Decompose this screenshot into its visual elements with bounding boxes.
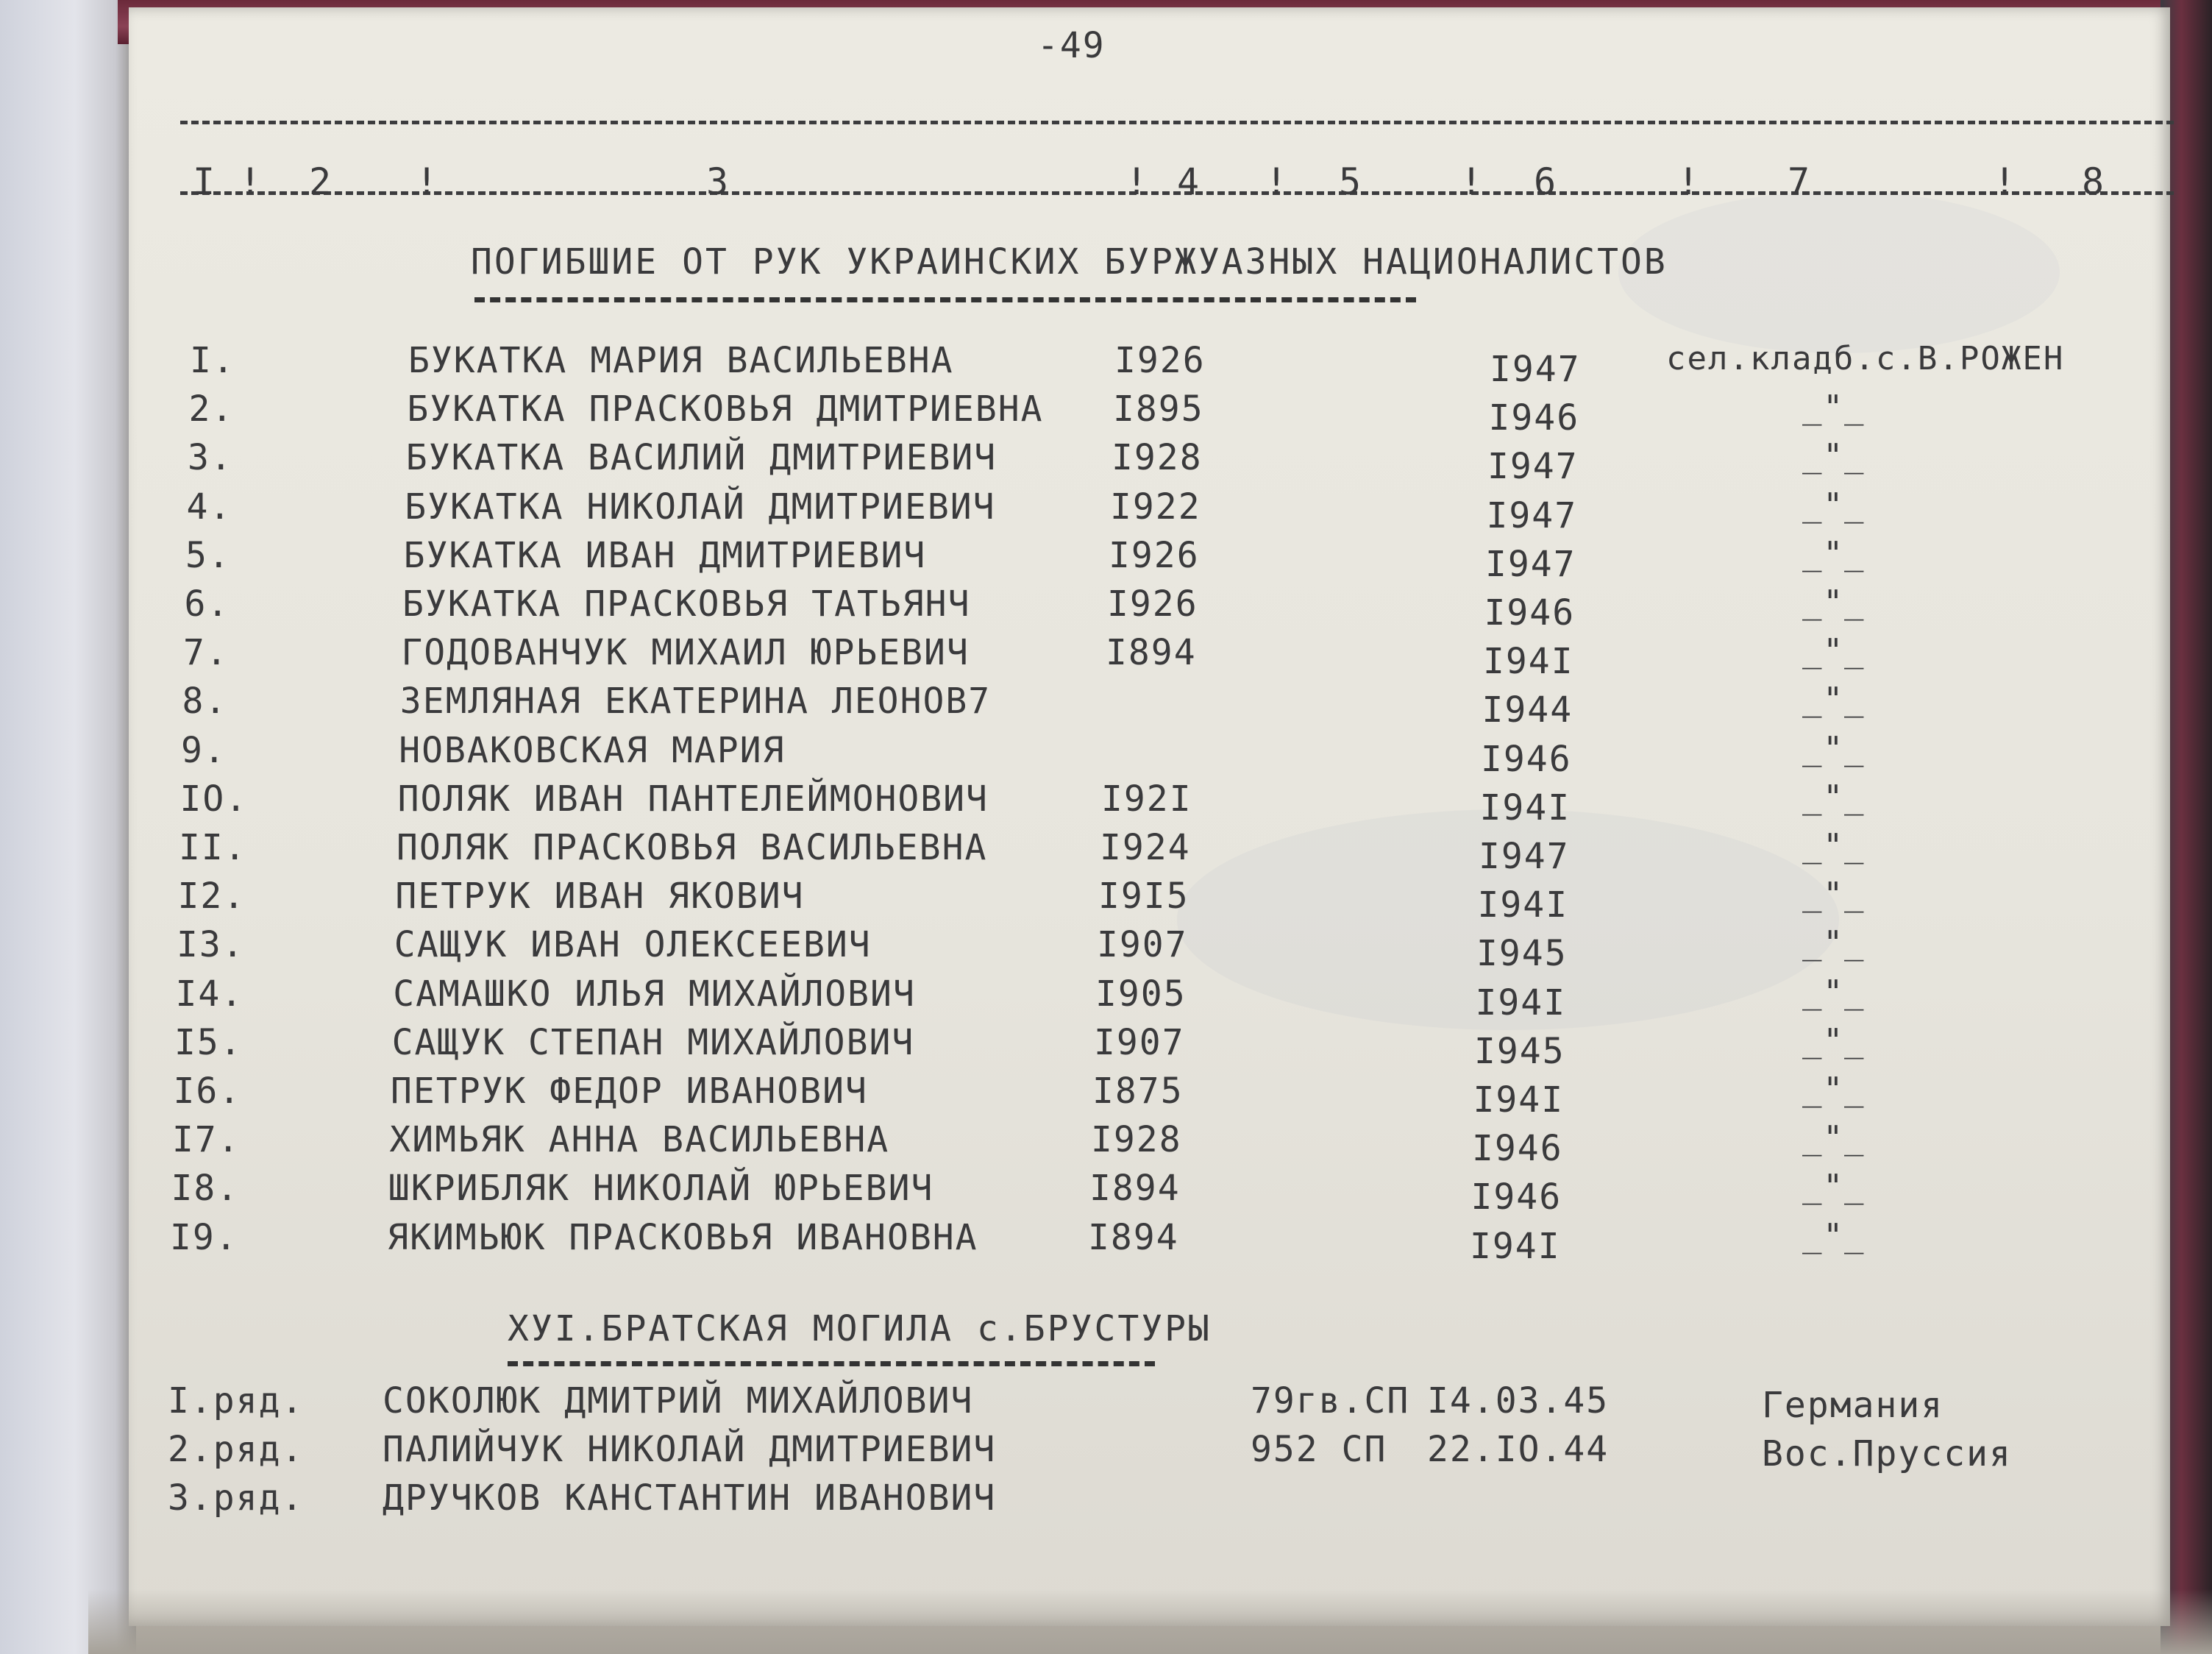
row-number: I. (190, 340, 235, 381)
death-year: I94I (1479, 787, 1571, 828)
death-year: I94I (1477, 884, 1569, 926)
death-year: I946 (1472, 1128, 1563, 1169)
birth-year: I928 (1112, 437, 1203, 478)
row-number: 3. (188, 437, 233, 478)
row-number: 2. (188, 388, 235, 430)
row-number: 6. (184, 583, 230, 625)
heading-underline (508, 1361, 1155, 1366)
column-separator: ! (1460, 160, 1484, 203)
column-separator: ! (1994, 160, 2018, 203)
burial-place: _"_ (1802, 681, 1866, 718)
burial-place: _"_ (1802, 632, 1866, 670)
burial-place: _"_ (1802, 535, 1866, 572)
person-name: БУКАТКА НИКОЛАЙ ДМИТРИЕВИЧ (405, 486, 996, 528)
military-unit: 952 СП (1251, 1429, 1387, 1470)
person-name: САЩУК СТЕПАН МИХАЙЛОВИЧ (391, 1022, 915, 1063)
burial-place: _"_ (1802, 486, 1866, 524)
birth-year: I895 (1113, 388, 1204, 430)
burial-place: _"_ (1802, 973, 1866, 1011)
birth-year: I928 (1091, 1119, 1182, 1160)
column-number-5: 5 (1339, 160, 1363, 203)
row-number: II. (179, 827, 247, 868)
column-separator: ! (1265, 160, 1290, 203)
person-name: ГОДОВАНЧУК МИХАИЛ ЮРЬЕВИЧ (401, 632, 970, 673)
burial-place: _"_ (1802, 1022, 1866, 1060)
burial-place: _"_ (1802, 827, 1866, 865)
column-separator: ! (1125, 160, 1150, 203)
column-number-3: 3 (706, 160, 730, 203)
grave-row-label: 2.ряд. (168, 1429, 305, 1470)
birth-year: I894 (1089, 1168, 1181, 1209)
column-number-8: 8 (2082, 160, 2106, 203)
row-number: I8. (171, 1168, 240, 1209)
death-year: I947 (1486, 495, 1578, 536)
burial-place: _"_ (1802, 388, 1866, 426)
birth-year: I926 (1114, 340, 1206, 381)
burial-place: _"_ (1802, 924, 1866, 962)
header-rule-top (180, 121, 2174, 124)
military-unit: 79гв.СП (1251, 1380, 1410, 1421)
person-name: ПОЛЯК ПРАСКОВЬЯ ВАСИЛЬЕВНА (396, 827, 988, 868)
birth-year: I92I (1101, 778, 1192, 820)
row-number: I7. (172, 1119, 241, 1160)
row-number: 7. (183, 632, 229, 673)
burial-place: _"_ (1802, 730, 1866, 767)
death-year: I946 (1484, 592, 1576, 633)
birth-year: I926 (1109, 535, 1200, 576)
column-number-7: 7 (1788, 160, 1812, 203)
birth-year: I922 (1110, 486, 1201, 528)
row-number: 5. (185, 535, 231, 576)
grave-row-label: 3.ряд. (168, 1477, 305, 1519)
person-name: ХИМЬЯК АННА ВАСИЛЬЕВНА (389, 1119, 890, 1160)
birth-year: I907 (1094, 1022, 1185, 1063)
death-year: I947 (1479, 836, 1570, 877)
birth-year: I894 (1106, 632, 1197, 673)
person-name: БУКАТКА МАРИЯ ВАСИЛЬЕВНА (408, 340, 954, 381)
column-separator: ! (1677, 160, 1701, 203)
death-year: I94I (1483, 641, 1574, 682)
birth-year: I924 (1100, 827, 1191, 868)
row-number: I3. (177, 924, 245, 965)
bleed-through-smudge (1618, 191, 2060, 353)
heading-underline (474, 297, 1416, 302)
person-name: ПЕТРУК ИВАН ЯКОВИЧ (395, 876, 805, 917)
person-name: ПОЛЯК ИВАН ПАНТЕЛЕЙМОНОВИЧ (397, 778, 989, 820)
person-name: СОКОЛЮК ДМИТРИЙ МИХАЙЛОВИЧ (383, 1380, 974, 1421)
burial-place: _"_ (1802, 1119, 1866, 1157)
column-separator: ! (416, 160, 440, 203)
death-year: I94I (1470, 1226, 1561, 1267)
death-year: I94I (1473, 1079, 1565, 1121)
row-number: I5. (174, 1022, 243, 1063)
death-year: I945 (1476, 933, 1568, 974)
row-number: I9. (170, 1217, 238, 1258)
death-year: I944 (1482, 689, 1573, 731)
row-number: I2. (177, 876, 246, 917)
column-number-6: 6 (1534, 160, 1558, 203)
page-number: -49 (1037, 25, 1106, 66)
row-number: 9. (181, 730, 227, 771)
burial-place: _"_ (1802, 1217, 1866, 1254)
row-number: I4. (175, 973, 244, 1015)
person-name: ЯКИМЬЮК ПРАСКОВЬЯ ИВАНОВНА (387, 1217, 978, 1258)
birth-year: I905 (1095, 973, 1187, 1015)
section-heading-victims: ПОГИБШИЕ ОТ РУК УКРАИНСКИХ БУРЖУАЗНЫХ НАЦИОНАЛИСТОВ (471, 241, 1668, 283)
person-name: НОВАКОВСКАЯ МАРИЯ (399, 730, 786, 771)
death-year: I945 (1474, 1031, 1565, 1072)
burial-place: _"_ (1802, 583, 1866, 621)
person-name: САЩУК ИВАН ОЛЕКСЕЕВИЧ (394, 924, 872, 965)
death-year: I94I (1475, 982, 1567, 1023)
grave-row-label: I.ряд. (168, 1380, 305, 1421)
person-name: ДРУЧКОВ КАНСТАНТИН ИВАНОВИЧ (383, 1477, 997, 1519)
death-year: I947 (1490, 349, 1581, 390)
burial-place: _"_ (1802, 876, 1866, 913)
death-year: I947 (1487, 446, 1579, 487)
birth-year: I894 (1088, 1217, 1179, 1258)
person-name: ПАЛИЙЧУК НИКОЛАЙ ДМИТРИЕВИЧ (383, 1429, 997, 1470)
person-name: САМАШКО ИЛЬЯ МИХАЙЛОВИЧ (393, 973, 916, 1015)
person-name: ПЕТРУК ФЕДОР ИВАНОВИЧ (391, 1071, 868, 1112)
person-name: БУКАТКА ИВАН ДМИТРИЕВИЧ (403, 535, 927, 576)
burial-place: _"_ (1802, 437, 1866, 475)
section-heading-mass-grave: ХУI.БРАТСКАЯ МОГИЛА с.БРУСТУРЫ (508, 1308, 1212, 1349)
death-date: 22.IO.44 (1427, 1429, 1610, 1470)
death-place: Германия (1762, 1385, 1944, 1426)
row-number: 4. (186, 486, 232, 528)
death-year: I946 (1481, 739, 1572, 780)
burial-place: _"_ (1802, 778, 1866, 816)
birth-year: I875 (1092, 1071, 1184, 1112)
death-date: I4.03.45 (1427, 1380, 1610, 1421)
birth-year: I9I5 (1098, 876, 1189, 917)
column-separator: ! (239, 160, 263, 203)
burial-place: сел.кладб.с.В.РОЖЕН (1666, 340, 2065, 377)
column-number-4: 4 (1177, 160, 1201, 203)
death-year: I946 (1470, 1176, 1562, 1218)
death-year: I946 (1488, 397, 1580, 439)
death-place: Вос.Пруссия (1762, 1433, 2012, 1474)
death-year: I947 (1485, 544, 1576, 585)
row-number: IO. (179, 778, 249, 820)
birth-year: I926 (1107, 583, 1198, 625)
person-name: БУКАТКА ПРАСКОВЬЯ ТАТЬЯНЧ (402, 583, 971, 625)
column-number-2: 2 (309, 160, 333, 203)
row-number: 8. (182, 681, 228, 722)
burial-place: _"_ (1802, 1071, 1866, 1108)
burial-place: _"_ (1802, 1168, 1866, 1205)
person-name: БУКАТКА ВАСИЛИЙ ДМИТРИЕВИЧ (405, 437, 997, 478)
person-name: БУКАТКА ПРАСКОВЬЯ ДМИТРИЕВНА (407, 388, 1044, 430)
column-number-1: I (193, 160, 217, 203)
page-bottom-shadow (88, 1589, 2212, 1654)
left-page-edge (0, 0, 136, 1654)
birth-year: I907 (1097, 924, 1188, 965)
person-name: ЗЕМЛЯНАЯ ЕКАТЕРИНА ЛЕОНОВ7 (399, 681, 992, 722)
row-number: I6. (173, 1071, 242, 1112)
person-name: ШКРИБЛЯК НИКОЛАЙ ЮРЬЕВИЧ (388, 1168, 934, 1209)
